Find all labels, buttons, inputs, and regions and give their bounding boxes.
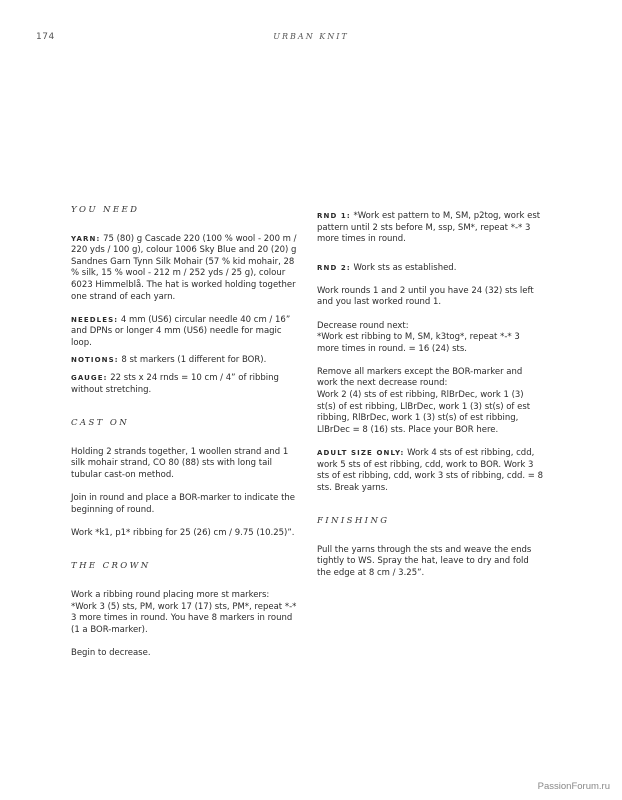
needles-entry — [71, 315, 297, 350]
adult-size-label: ADULT SIZE ONLY: — [317, 448, 405, 457]
rnd1-label: RND 1: — [317, 212, 351, 220]
rounds-paragraph: Work rounds 1 and 2 until you have 24 (32) sts left and you last worked round 1. — [317, 285, 534, 308]
yarn-entry — [71, 234, 297, 304]
cast-on-heading: CAST ON — [71, 418, 130, 429]
left-column — [71, 205, 297, 671]
rnd2-label: RND 2: — [317, 263, 351, 272]
rnd1-text: *Work est pattern to M, SM, p2tog, work est pattern until 2 sts before M, ssp, SM*, repeat *-* 3 more times in round. — [317, 211, 541, 245]
finishing-heading: FINISHING — [317, 516, 390, 527]
remove-detail: Work 2 (4) sts of est ribbing, RlBrDec, work 1 (3) st(s) of est ribbing, LlBrDec, work 1 (3) st(s) of est ribbing, RlBrDec, work 1 (3) st(s) of est ribbing, LlBrDec = 8 (16) sts. Place your BOR here. — [317, 390, 531, 435]
rnd1-entry — [317, 211, 543, 246]
gauge-entry — [71, 373, 297, 396]
rnd2-entry — [317, 263, 543, 275]
decrease-heading: Decrease round next: — [317, 320, 409, 331]
adult-size-text: Work 4 sts of est ribbing, cdd, work 5 sts of est ribbing, cdd, work to BOR. Work 3 sts of est ribbing, cdd, work 3 sts of ribbing, cdd. = 8 sts. Break yarns. — [317, 447, 544, 493]
gauge-label: GAUGE: — [71, 374, 108, 383]
cast-on-paragraph: Join in round and place a BOR-marker to indicate the beginning of round. — [71, 493, 296, 515]
rnd2-text: Work sts as established. — [353, 262, 457, 273]
watermark: PassionForum.ru — [537, 781, 610, 792]
notions-label: NOTIONS: — [71, 356, 119, 365]
page-number: 174 — [36, 32, 55, 42]
cast-on-paragraph: Holding 2 strands together, 1 woollen strand and 1 silk mohair strand, CO 80 (88) sts with long tail tubular cast-on method. — [71, 446, 289, 480]
crown-paragraph: Work a ribbing round placing more st markers: *Work 3 (5) sts, PM, work 17 (17) sts, PM*, repeat *-* 3 more times in round. You have 8 markers in round (1 a BOR-marker). — [71, 589, 297, 635]
cast-on-paragraph: Work *k1, p1* ribbing for 25 (26) cm / 9.75 (10.25)”. — [71, 527, 295, 538]
finishing-paragraph: Pull the yarns through the sts and weave the ends tightly to WS. Spray the hat, leave to dry and fold the edge at 8 cm / 3.25”. — [317, 544, 532, 579]
crown-paragraph: Begin to decrease. — [71, 647, 151, 658]
decrease-text: *Work est ribbing to M, SM, k3tog*, repeat *-* 3 more times in round. = 16 (24) sts. — [317, 332, 520, 354]
remove-paragraph — [317, 367, 543, 437]
needles-text: 4 mm (US6) circular needle 40 cm / 16” and DPNs or longer 4 mm (US6) needle for magic loop. — [71, 314, 291, 348]
adult-size-entry — [317, 448, 543, 494]
notions-text: 8 st markers (1 different for BOR). — [121, 355, 267, 366]
decrease-paragraph — [317, 321, 543, 356]
you-need-heading: YOU NEED — [71, 205, 140, 215]
right-column — [317, 211, 543, 591]
notions-entry — [71, 355, 297, 367]
yarn-text: 75 (80) g Cascade 220 (100 % wool - 200 m / 220 yds / 100 g), colour 1006 Sky Blue and 20 (20) g Sandnes Garn Tynn Silk Mohair (57 % kid mohair, 28 % silk, 15 % wool - 212 m / 252 yds / 25 g), colour 6023 Himmelblå. The hat is worked holding together one strand of each yarn. — [71, 233, 297, 302]
gauge-text: 22 sts x 24 rnds = 10 cm / 4” of ribbing without stretching. — [71, 373, 279, 395]
needles-label: NEEDLES: — [71, 315, 119, 324]
yarn-label: YARN: — [71, 234, 101, 243]
remove-intro: Remove all markers except the BOR-marker and work the next decrease round: — [317, 366, 523, 389]
book-title: URBAN KNIT — [273, 32, 349, 41]
crown-heading: THE CROWN — [71, 561, 151, 572]
